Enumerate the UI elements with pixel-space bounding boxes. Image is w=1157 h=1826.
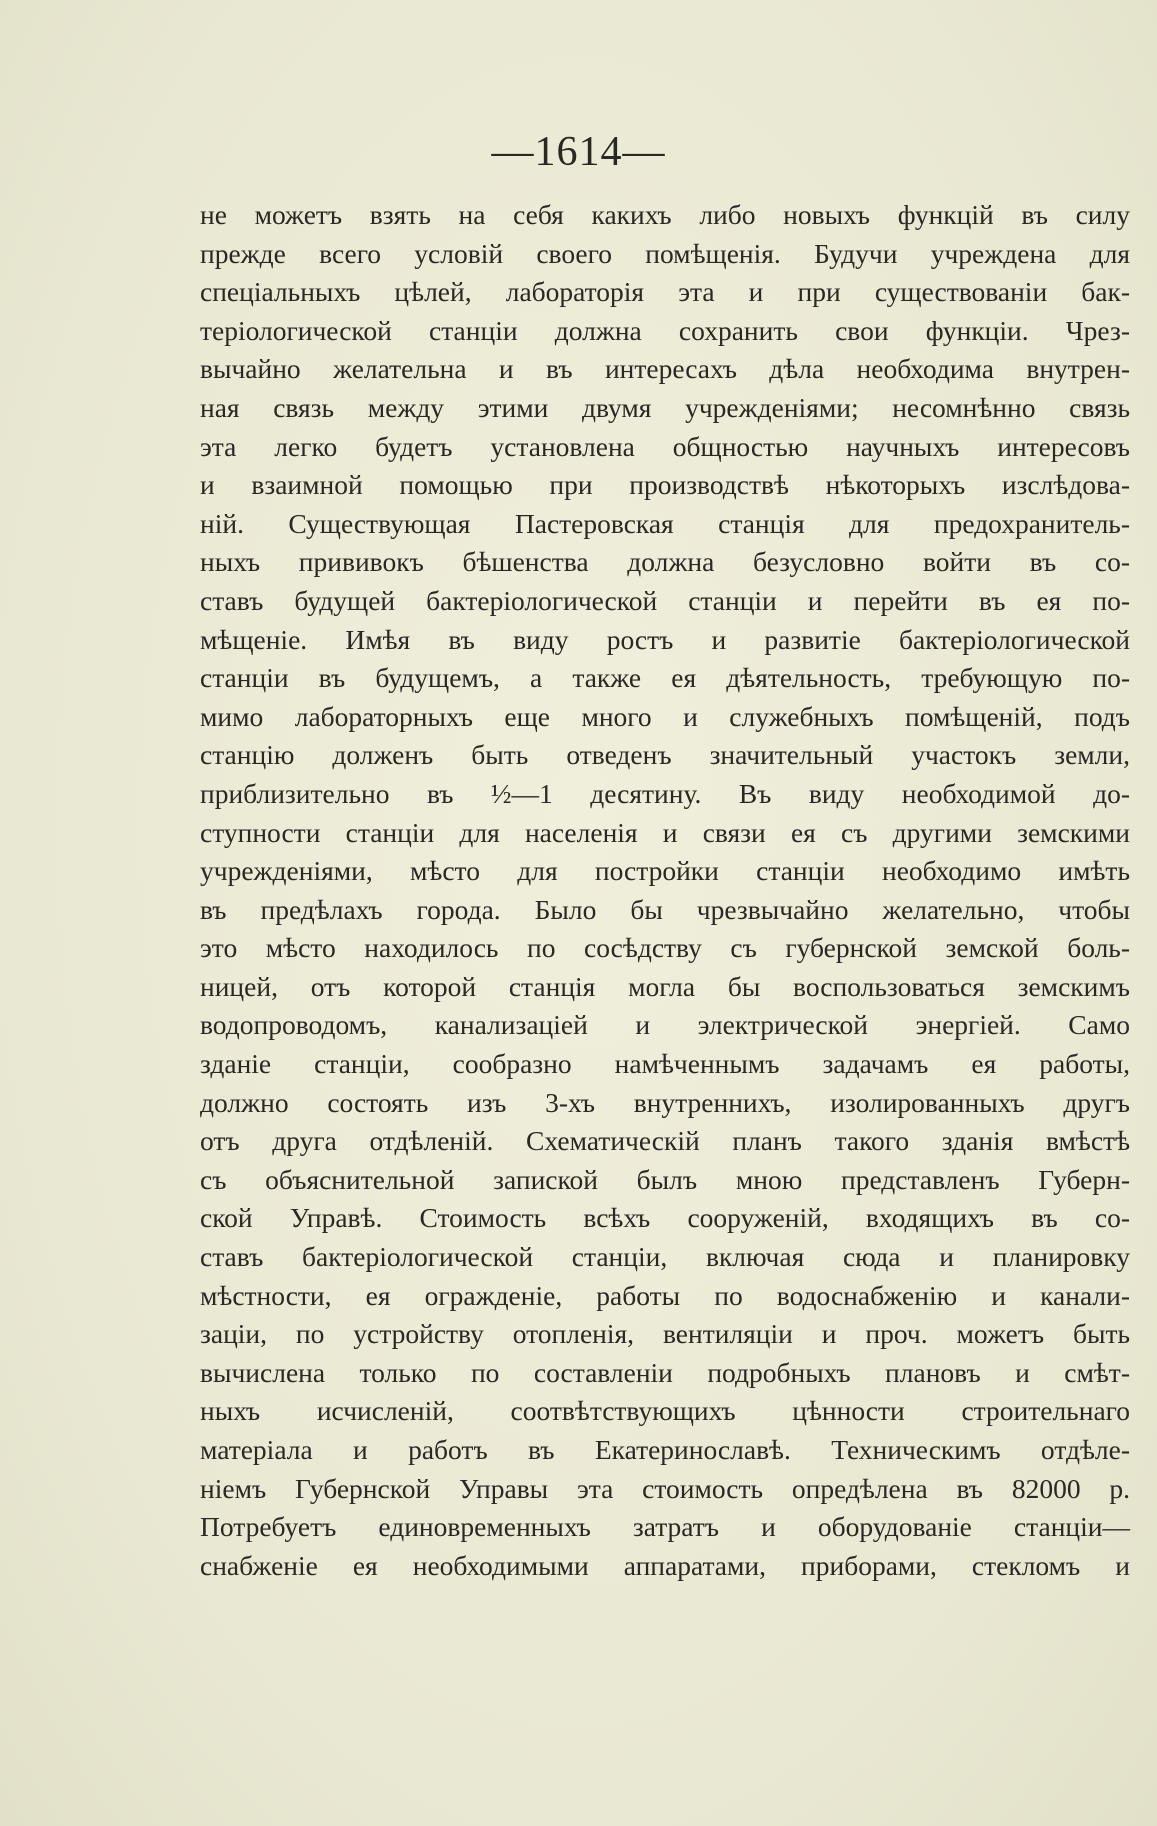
text-line: вычислена только по составленіи подробныхъ плановъ и смѣт-	[200, 1356, 1130, 1388]
text-line: матеріала и работъ въ Екатеринославѣ. Техническимъ отдѣле-	[200, 1434, 1130, 1465]
text-line: учрежденіями, мѣсто для постройки станціи необходимо имѣть	[200, 855, 1130, 887]
text-line: въ предѣлахъ города. Было бы чрезвычайно желательно, чтобы	[200, 893, 1130, 925]
text-line: и взаимной помощью при производствѣ нѣкоторыхъ изслѣдова-	[200, 469, 1130, 501]
text-line: ступности станціи для населенія и связи ея съ другими земскими	[200, 816, 1130, 848]
text-line: ныхъ прививокъ бѣшенства должна безусловно войти въ со-	[200, 546, 1130, 578]
text-line: съ объяснительной запиской былъ мною представленъ Губерн-	[200, 1163, 1130, 1195]
text-line: ная связь между этими двумя учрежденіями; несомнѣнно связь	[200, 391, 1130, 423]
text-line: ныхъ исчисленій, соотвѣтствующихъ цѣнности строительнаго	[200, 1395, 1130, 1427]
text-line: Потребуетъ единовременныхъ затратъ и оборудованіе станціи—	[200, 1511, 1130, 1543]
text-line: мимо лабораторныхъ еще много и служебныхъ помѣщеній, подъ	[200, 700, 1130, 732]
page-number: —1614—	[491, 129, 666, 175]
text-line: водопроводомъ, канализаціей и электрической энергіей. Само	[200, 1009, 1130, 1041]
text-line: эта легко будетъ установлена общностью научныхъ интересовъ	[200, 430, 1130, 462]
text-line: мѣщеніе. Имѣя въ виду ростъ и развитіе бактеріологической	[200, 623, 1130, 655]
text-line: прежде всего условій своего помѣщенія. Будучи учреждена для	[200, 237, 1130, 269]
text-line: должно состоять изъ 3-хъ внутреннихъ, изолированныхъ другъ	[200, 1086, 1130, 1118]
text-line: отъ друга отдѣленій. Схематическій планъ такого зданія вмѣстѣ	[200, 1125, 1130, 1157]
text-line: мѣстности, ея огражденіе, работы по водоснабженію и канали-	[200, 1279, 1130, 1311]
text-line: ніемъ Губернской Управы эта стоимость опредѣлена въ 82000 р.	[200, 1472, 1130, 1504]
text-line: станцію долженъ быть отведенъ значительный участокъ земли,	[200, 739, 1130, 771]
text-line: снабженіе ея необходимыми аппаратами, приборами, стекломъ и	[200, 1549, 1130, 1581]
text-line: это мѣсто находилось по сосѣдству съ губернской земской боль-	[200, 932, 1130, 964]
text-line: ставъ будущей бактеріологической станціи и перейти въ ея по-	[200, 584, 1130, 616]
text-line: вычайно желательна и въ интересахъ дѣла необходима внутрен-	[200, 353, 1130, 385]
text-line: ній. Существующая Пастеровская станція для предохранитель-	[200, 507, 1130, 539]
body-text	[200, 196, 1130, 1585]
text-line: зданіе станціи, сообразно намѣченнымъ задачамъ ея работы,	[200, 1048, 1130, 1080]
text-line: не можетъ взять на себя какихъ либо новыхъ функцій въ силу	[200, 199, 1130, 230]
text-line: ставъ бактеріологической станціи, включая сюда и планировку	[200, 1241, 1130, 1273]
text-line: ницей, отъ которой станція могла бы воспользоваться земскимъ	[200, 970, 1130, 1002]
text-line: заціи, по устройству отопленія, вентиляціи и проч. можетъ быть	[200, 1318, 1130, 1350]
text-line: станціи въ будущемъ, а также ея дѣятельность, требующую по-	[200, 662, 1130, 694]
text-line: спеціальныхъ цѣлей, лабораторія эта и при существованіи бак-	[200, 276, 1130, 308]
text-line: приблизительно въ ½—1 десятину. Въ виду необходимой до-	[200, 777, 1130, 809]
text-line: ской Управѣ. Стоимость всѣхъ сооруженій, входящихъ въ со-	[200, 1202, 1130, 1234]
text-line: теріологической станціи должна сохранить свои функціи. Чрез-	[200, 314, 1130, 346]
